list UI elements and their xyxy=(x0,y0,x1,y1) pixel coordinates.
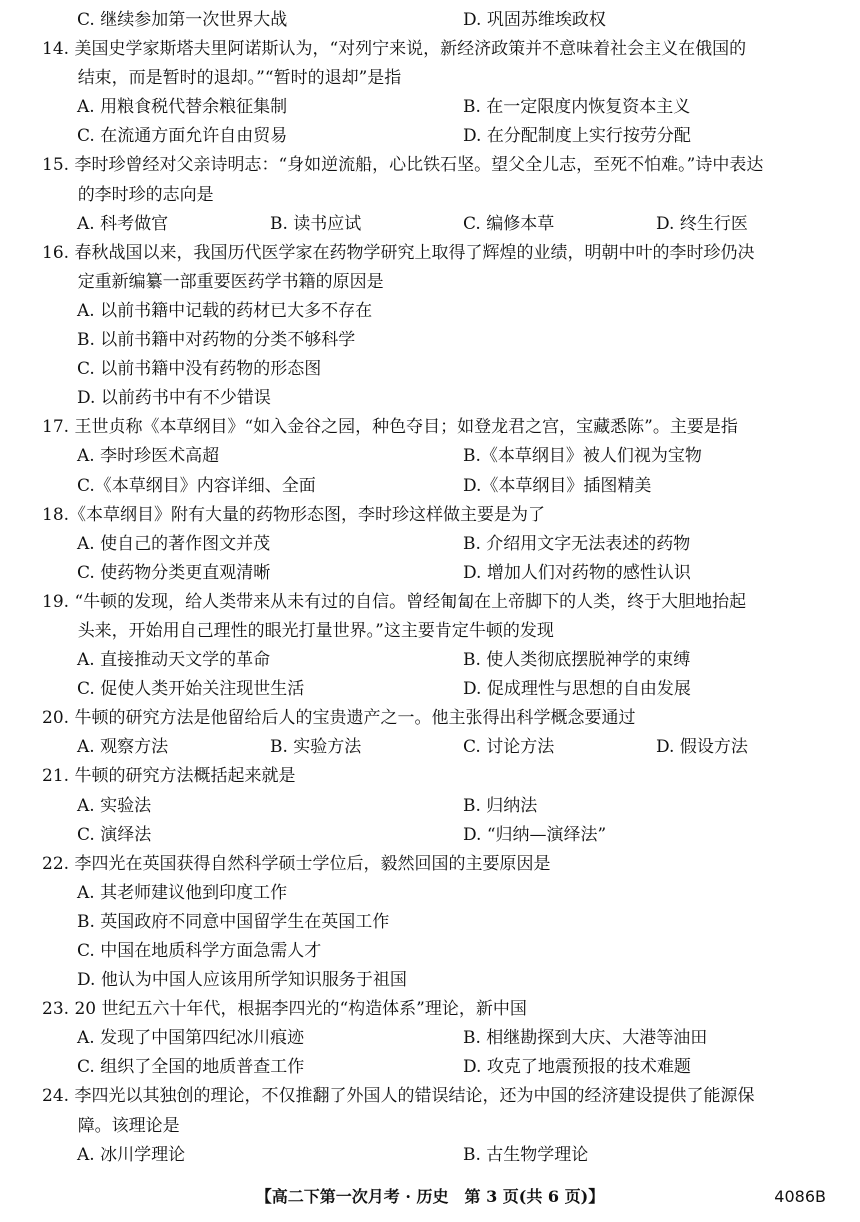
q19-option-b: B. 使人类彻底摆脱神学的束缚 xyxy=(463,650,691,671)
q16-stem-line2: 定重新编纂一部重要医药学书籍的原因是 xyxy=(77,271,384,292)
q19-stem-line2: 头来，开始用自己理性的眼光打量世界。”这主要肯定牛顿的发现 xyxy=(77,620,554,641)
q22-option-c: C. 中国在地质科学方面急需人才 xyxy=(77,941,322,961)
q13-option-d: D. 巩固苏维埃政权 xyxy=(463,10,606,30)
q17-option-a: A. 李时珍医术高超 xyxy=(77,446,220,467)
q24-stem-line2: 障。该理论是 xyxy=(77,1115,180,1136)
q15-option-d: D. 终生行医 xyxy=(656,213,748,234)
footer-title: 【高二下第一次月考 · 历史 第 3 页(共 6 页)】 xyxy=(255,1187,605,1206)
q21-option-a: A. 实验法 xyxy=(77,795,152,816)
q21-options-row2 xyxy=(42,821,832,850)
q18-options-row2 xyxy=(42,559,832,588)
q18-options-row1 xyxy=(42,530,832,559)
q14-stem-line1: 14. 美国史学家斯塔夫里阿诺斯认为，“对列宁来说，新经济政策并不意味着社会主义在俄国的 xyxy=(42,39,747,60)
q14-stem-line2: 结束，而是暂时的退却。”“暂时的退却”是指 xyxy=(77,68,402,89)
question-list xyxy=(42,6,832,1170)
q21-options-row1 xyxy=(42,792,832,821)
page-footer xyxy=(0,1182,860,1212)
q18-option-b: B. 介绍用文字无法表述的药物 xyxy=(463,533,691,554)
q20-option-b: B. 实验方法 xyxy=(270,737,362,758)
q19-stem-line1: 19. “牛顿的发现，给人类带来从未有过的自信。曾经匍匐在上帝脚下的人类，终于大胆地抬起 xyxy=(42,591,747,612)
q14-options-row1 xyxy=(42,93,832,122)
q16-option-d: D. 以前药书中有不少错误 xyxy=(77,388,271,409)
q17-option-c: C.《本草纲目》内容详细、全面 xyxy=(77,475,316,496)
q20-options xyxy=(42,733,832,762)
q22-stem-line1: 22. 李四光在英国获得自然科学硕士学位后，毅然回国的主要原因是 xyxy=(42,853,551,874)
q19-option-a: A. 直接推动天文学的革命 xyxy=(77,650,271,671)
q14-option-b: B. 在一定限度内恢复资本主义 xyxy=(463,97,691,118)
q14-option-d: D. 在分配制度上实行按劳分配 xyxy=(463,126,691,147)
q22-option-d: D. 他认为中国人应该用所学知识服务于祖国 xyxy=(77,970,407,991)
q23-option-c: C. 组织了全国的地质普查工作 xyxy=(77,1057,305,1078)
q17-stem-line1: 17. 王世贞称《本草纲目》“如入金谷之园，种色夺目；如登龙君之宫，宝藏悉陈”。主要是指 xyxy=(42,417,738,438)
q14-option-c: C. 在流通方面允许自由贸易 xyxy=(77,126,288,147)
q24-option-b: B. 古生物学理论 xyxy=(463,1144,589,1165)
q19-option-d: D. 促成理性与思想的自由发展 xyxy=(463,679,691,700)
q16-stem-line1: 16. 春秋战国以来，我国历代医学家在药物学研究上取得了辉煌的业绩，明朝中叶的李时珍仍决 xyxy=(42,242,755,263)
q16-option-b: B. 以前书籍中对药物的分类不够科学 xyxy=(77,330,356,351)
q23-option-d: D. 攻克了地震预报的技术难题 xyxy=(463,1057,691,1078)
q15-option-b: B. 读书应试 xyxy=(270,213,362,234)
q17-options-row2 xyxy=(42,472,832,501)
q18-option-c: C. 使药物分类更直观清晰 xyxy=(77,562,271,583)
q22-option-b: B. 英国政府不同意中国留学生在英国工作 xyxy=(77,911,390,932)
q14-option-a: A. 用粮食税代替余粮征集制 xyxy=(77,97,288,118)
q18-option-a: A. 使自己的著作图文并茂 xyxy=(77,533,271,554)
q23-option-b: B. 相继勘探到大庆、大港等油田 xyxy=(463,1028,708,1049)
q23-stem-line1: 23. 20 世纪五六十年代，根据李四光的“构造体系”理论，新中国 xyxy=(42,999,527,1020)
q24-options-row1 xyxy=(42,1141,832,1170)
q21-option-d: D. “归纳—演绎法” xyxy=(463,824,607,845)
q17-option-d: D.《本草纲目》插图精美 xyxy=(463,475,652,496)
q17-options-row1 xyxy=(42,442,832,471)
q15-stem-line1: 15. 李时珍曾经对父亲诗明志：“身如逆流船，心比铁石坚。望父全儿志，至死不怕难。”诗中表达 xyxy=(42,155,764,176)
q23-option-a: A. 发现了中国第四纪冰川痕迹 xyxy=(77,1028,305,1049)
q20-option-a: A. 观察方法 xyxy=(77,737,169,758)
q15-option-c: C. 编修本草 xyxy=(463,213,555,234)
q20-option-d: D. 假设方法 xyxy=(656,737,748,758)
q13-options xyxy=(42,6,832,35)
q19-options-row1 xyxy=(42,646,832,675)
q24-stem-line1: 24. 李四光以其独创的理论，不仅推翻了外国人的错误结论，还为中国的经济建设提供了能源保 xyxy=(42,1086,755,1107)
q15-stem-line2: 的李时珍的志向是 xyxy=(77,184,214,205)
q18-option-d: D. 增加人们对药物的感性认识 xyxy=(463,562,691,583)
q21-option-b: B. 归纳法 xyxy=(463,795,538,816)
q20-option-c: C. 讨论方法 xyxy=(463,737,555,758)
q20-stem-line1: 20. 牛顿的研究方法是他留给后人的宝贵遗产之一。他主张得出科学概念要通过 xyxy=(42,708,636,729)
q14-options-row2 xyxy=(42,122,832,151)
q16-option-c: C. 以前书籍中没有药物的形态图 xyxy=(77,359,322,380)
q16-option-a: A. 以前书籍中记载的药材已大多不存在 xyxy=(77,300,373,321)
q21-stem-line1: 21. 牛顿的研究方法概括起来就是 xyxy=(42,766,296,787)
q15-options xyxy=(42,210,832,239)
q13-option-c: C. 继续参加第一次世界大战 xyxy=(77,10,288,30)
footer-code: 4086B xyxy=(774,1187,826,1206)
q17-option-b: B.《本草纲目》被人们视为宝物 xyxy=(463,446,702,467)
q22-option-a: A. 其老师建议他到印度工作 xyxy=(77,882,288,903)
q18-stem-line1: 18.《本草纲目》附有大量的药物形态图，李时珍这样做主要是为了 xyxy=(42,504,546,525)
q24-option-a: A. 冰川学理论 xyxy=(77,1144,186,1165)
q15-option-a: A. 科考做官 xyxy=(77,213,169,234)
q23-options-row1 xyxy=(42,1024,832,1053)
q19-option-c: C. 促使人类开始关注现世生活 xyxy=(77,679,305,700)
q21-option-c: C. 演绎法 xyxy=(77,824,152,845)
q19-options-row2 xyxy=(42,675,832,704)
q23-options-row2 xyxy=(42,1053,832,1082)
